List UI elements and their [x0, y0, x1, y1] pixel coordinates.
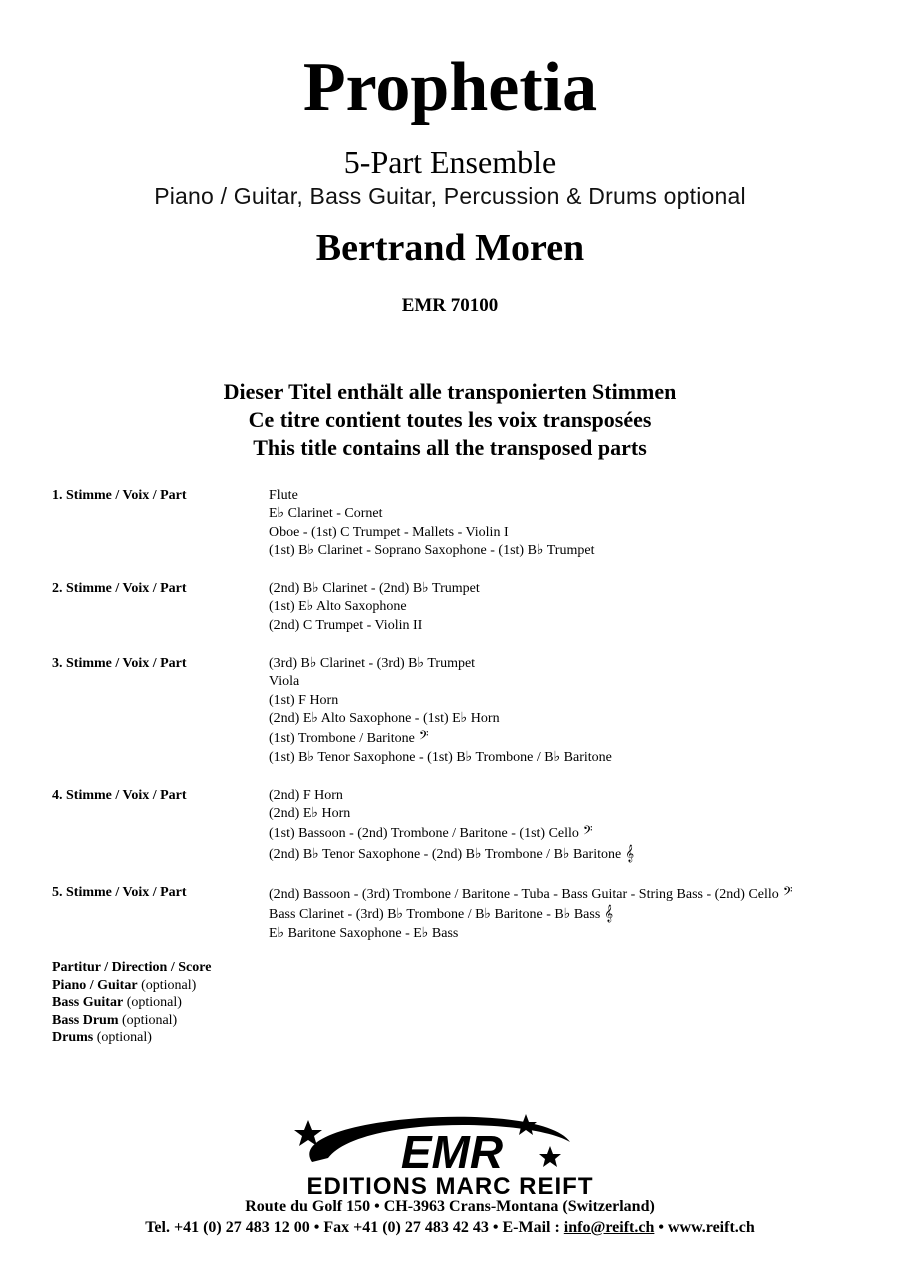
treble-clef-icon: 𝄞	[604, 904, 614, 923]
part-group-5	[52, 884, 872, 943]
contact-phone-fax: Tel. +41 (0) 27 483 12 00 • Fax +41 (0) 27 483 42 43 • E-Mail :	[145, 1219, 564, 1236]
part-group-2	[52, 580, 872, 635]
part-label: 5. Stimme / Voix / Part	[52, 885, 187, 901]
part-line: E♭ Baritone Saxophone - E♭ Bass	[269, 925, 459, 941]
notice-german: Dieser Titel enthält alle transponierten Stimmen	[223, 379, 677, 404]
website-text: • www.reift.ch	[654, 1219, 755, 1236]
treble-clef-icon: 𝄞	[625, 843, 635, 862]
part-line: Oboe - (1st) C Trumpet - Mallets - Violin I	[269, 524, 509, 540]
score-item: Drums (optional)	[52, 1030, 152, 1045]
part-line: (2nd) B♭ Tenor Saxophone - (2nd) B♭ Trombone / B♭ Baritone 𝄞	[269, 843, 635, 862]
part-line: (2nd) E♭ Horn	[269, 806, 351, 822]
part-line: (1st) Trombone / Baritone 𝄢	[269, 728, 429, 747]
transposed-parts-notice	[0, 378, 900, 462]
part-line: (1st) B♭ Clarinet - Soprano Saxophone - (1st) B♭ Trumpet	[269, 542, 595, 558]
catalog-number: EMR 70100	[401, 295, 499, 316]
score-item: Bass Guitar (optional)	[52, 995, 182, 1010]
part-line: (1st) E♭ Alto Saxophone	[269, 599, 407, 615]
instrumentation-line: Piano / Guitar, Bass Guitar, Percussion & Drums optional	[154, 183, 746, 209]
ensemble-subtitle: 5-Part Ensemble	[343, 144, 557, 180]
part-line: (2nd) C Trumpet - Violin II	[269, 617, 423, 633]
email-link[interactable]: info@reift.ch	[563, 1219, 655, 1236]
notice-english: This title contains all the transposed parts	[253, 435, 647, 460]
part-line: (1st) B♭ Tenor Saxophone - (1st) B♭ Trombone / B♭ Baritone	[269, 749, 612, 765]
part-label: 1. Stimme / Voix / Part	[52, 488, 187, 503]
publisher-address: Route du Golf 150 • CH-3963 Crans-Montana (Switzerland)	[245, 1198, 655, 1215]
part-label: 3. Stimme / Voix / Part	[52, 656, 187, 672]
part-line: Viola	[269, 674, 300, 690]
piece-title: Prophetia	[302, 49, 598, 126]
bass-clef-icon: 𝄢	[582, 823, 593, 842]
notice-french: Ce titre contient toutes les voix transposées	[248, 407, 652, 432]
bass-clef-icon: 𝄢	[782, 884, 793, 903]
part-group-1	[52, 487, 872, 560]
score-item: Bass Drum (optional)	[52, 1012, 178, 1028]
part-group-3	[52, 655, 872, 767]
part-line: (2nd) B♭ Clarinet - (2nd) B♭ Trumpet	[269, 581, 480, 597]
composer-name: Bertrand Moren	[315, 227, 585, 269]
part-line: (2nd) Bassoon - (3rd) Trombone / Baritone - Tuba - Bass Guitar - String Bass - (2nd) Cello 𝄢	[269, 884, 793, 903]
part-line: (1st) Bassoon - (2nd) Trombone / Baritone - (1st) Cello 𝄢	[269, 823, 593, 842]
part-label: 4. Stimme / Voix / Part	[52, 787, 187, 803]
part-line: (1st) F Horn	[269, 692, 339, 708]
part-line: (2nd) E♭ Alto Saxophone - (1st) E♭ Horn	[269, 710, 500, 726]
part-line: Bass Clarinet - (3rd) B♭ Trombone / B♭ Baritone - B♭ Bass 𝄞	[269, 904, 614, 923]
part-line: Flute	[269, 488, 298, 503]
score-item: Piano / Guitar (optional)	[52, 977, 197, 993]
publisher-name: EDITIONS MARC REIFT	[306, 1173, 594, 1198]
part-line: (3rd) B♭ Clarinet - (3rd) B♭ Trumpet	[269, 656, 476, 672]
score-list	[52, 959, 211, 1047]
bass-clef-icon: 𝄢	[418, 728, 429, 747]
part-line: E♭ Clarinet - Cornet	[269, 506, 383, 522]
parts-list	[52, 487, 872, 963]
part-group-4	[52, 787, 872, 864]
emr-logo	[240, 1106, 660, 1198]
logo-mark: EMR	[400, 1126, 504, 1178]
part-line: (2nd) F Horn	[269, 787, 343, 803]
part-label: 2. Stimme / Voix / Part	[52, 581, 187, 597]
publisher-contact	[0, 1218, 900, 1238]
score-item: Partitur / Direction / Score	[52, 960, 212, 975]
